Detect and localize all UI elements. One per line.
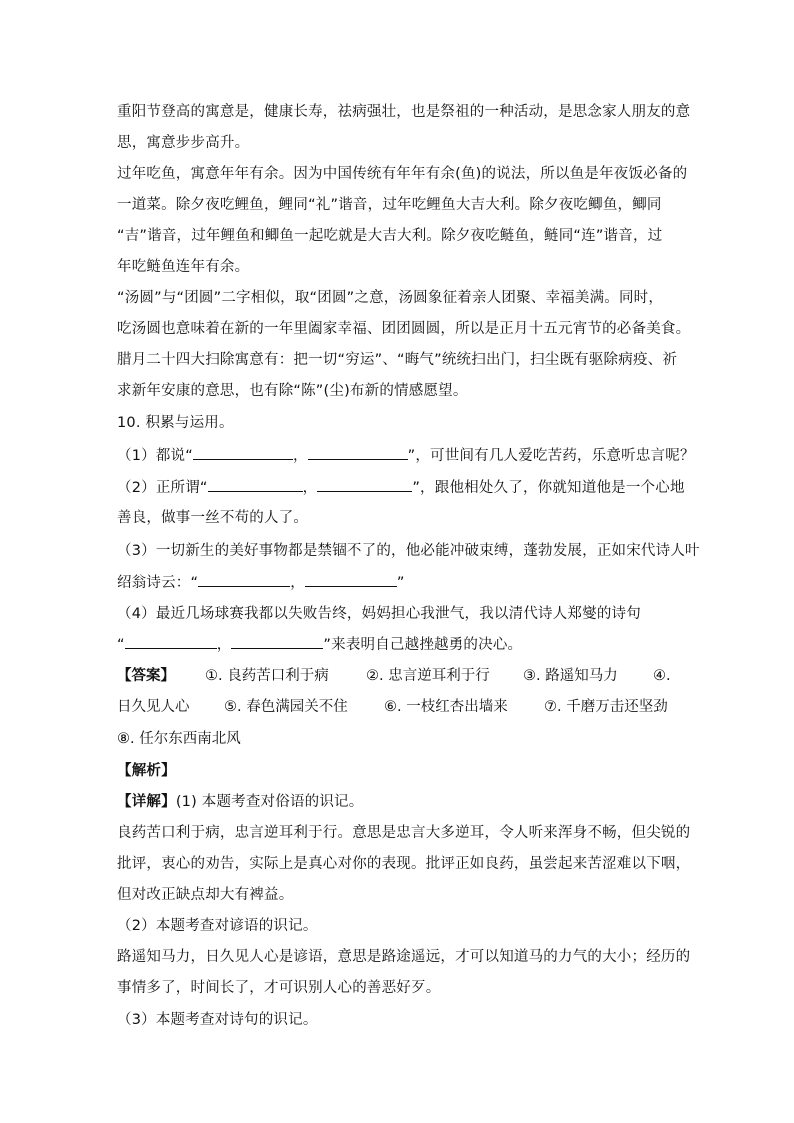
q2-prefix: （2）正所谓“: [117, 480, 208, 496]
question-2: [117, 477, 694, 497]
answer-4-number: ④.: [653, 668, 671, 684]
q2-suffix: ”，跟他相处久了，你就知道他是一个心地: [412, 480, 685, 496]
question-3-line-1: （3）一切新生的美好事物都是禁锢不了的，他必能冲破束缚，蓬勃发展，正如宋代诗人叶: [117, 543, 700, 559]
analysis-line-6: 路遥知马力，日久见人心是谚语，意思是路途遥远，才可以知道马的力气的大小；经历的: [117, 949, 691, 965]
answer-6: ⑥. 一枝红杏出墙来: [384, 699, 508, 715]
intro-line-7: “汤圆”与“团圆”二字相似，取“团圆”之意，汤圆象征着亲人团聚、幸福美满。同时，: [117, 290, 664, 306]
q2-blank-2: [317, 477, 412, 492]
q3-suffix: ”: [396, 575, 405, 591]
q1-comma: ，: [292, 448, 308, 464]
question-3: [117, 572, 694, 592]
intro-line-9: 腊月二十四大扫除寓意有：把一切“穷运”、“晦气”统统扫出门，扫尘既有驱除病疫、祈: [117, 352, 678, 368]
answer-2: ②. 忠言逆耳利于行: [366, 668, 490, 684]
analysis-line-2: 良药苦口利于病，忠言逆耳利于行。意思是忠言大多逆耳，令人听来浑身不畅，但尖锐的: [117, 825, 691, 841]
intro-line-1: 重阳节登高的寓意是，健康长寿，祛病强壮，也是祭祖的一种活动，是思念家人朋友的意: [117, 104, 691, 120]
analysis-line-4: 但对改正缺点却大有裨益。: [117, 887, 294, 903]
question-1: [117, 445, 694, 465]
q4-comma: ，: [216, 637, 232, 653]
answer-8: ⑧. 任尔东西南北风: [117, 731, 241, 747]
analysis-line-5: （2）本题考查对谚语的识记。: [117, 918, 318, 934]
intro-line-6: 年吃鲢鱼连年有余。: [117, 259, 250, 275]
analysis-line-7: 事情多了，时间长了，才可识别人心的善恶好歹。: [117, 980, 441, 996]
answer-3: ③. 路遥知马力: [523, 668, 618, 684]
intro-line-8: 吃汤圆也意味着在新的一年里阖家幸福、团团圆圆，所以是正月十五元宵节的必备美食。: [117, 321, 691, 337]
q1-prefix: （1）都说“: [117, 448, 193, 464]
q4-prefix: “: [117, 637, 125, 653]
q1-blank-1: [193, 445, 293, 460]
analysis-line-8: （3）本题考查对诗句的识记。: [117, 1012, 318, 1028]
question-2-line-2: 善良，做事一丝不苟的人了。: [117, 510, 309, 526]
analysis-detail-1: [117, 792, 694, 812]
answer-4-text: 日久见人心: [117, 699, 190, 715]
q3-blank-1: [198, 572, 290, 587]
intro-line-5: “吉”谐音，过年鲤鱼和鲫鱼一起吃就是大吉大利。除夕夜吃鲢鱼，鲢同“连”谐音，过: [117, 228, 663, 244]
q1-suffix: ”，可世间有几人爱吃苦药，乐意听忠言呢？: [407, 448, 695, 464]
detail-1-text: (1) 本题考查对俗语的识记。: [175, 794, 364, 810]
q4-suffix: ”来表明自己越挫越勇的决心。: [323, 637, 523, 653]
question-heading: 10. 积累与运用。: [117, 415, 234, 431]
intro-line-2: 思，寓意步步高升。: [117, 135, 250, 151]
answer-label: 【答案】: [117, 668, 175, 684]
q4-blank-2: [231, 634, 323, 649]
q2-blank-1: [208, 477, 303, 492]
intro-line-10: 求新年安康的意思，也有除“陈”(尘)布新的情感愿望。: [117, 383, 468, 399]
q1-blank-2: [308, 445, 408, 460]
answer-7: ⑦. 千磨万击还坚劲: [544, 699, 668, 715]
analysis-label: 【解析】: [117, 763, 176, 779]
detail-label: 【详解】: [117, 794, 176, 810]
question-4: [117, 634, 694, 654]
q3-prefix: 绍翁诗云：“: [117, 575, 199, 591]
q4-blank-1: [125, 634, 217, 649]
intro-line-3: 过年吃鱼，寓意年年有余。因为中国传统有年年有余(鱼)的说法，所以鱼是年夜饭必备的: [117, 166, 688, 182]
q3-comma: ，: [290, 575, 305, 591]
answer-5: ⑤. 春色满园关不住: [224, 699, 348, 715]
answer-1: ①. 良药苦口利于病: [205, 668, 329, 684]
q3-blank-2: [305, 572, 397, 587]
q2-comma: ，: [302, 480, 318, 496]
question-4-line-1: （4）最近几场球赛我都以失败告终，妈妈担心我泄气，我以清代诗人郑燮的诗句: [117, 606, 641, 622]
analysis-line-3: 批评，衷心的劝告，实际上是真心对你的表现。批评正如良药，虽尝起来苦涩难以下咽，: [117, 856, 691, 872]
intro-line-4: 一道菜。除夕夜吃鲤鱼，鲤同“礼”谐音，过年吃鲤鱼大吉大利。除夕夜吃鲫鱼，鲫同: [117, 197, 662, 213]
